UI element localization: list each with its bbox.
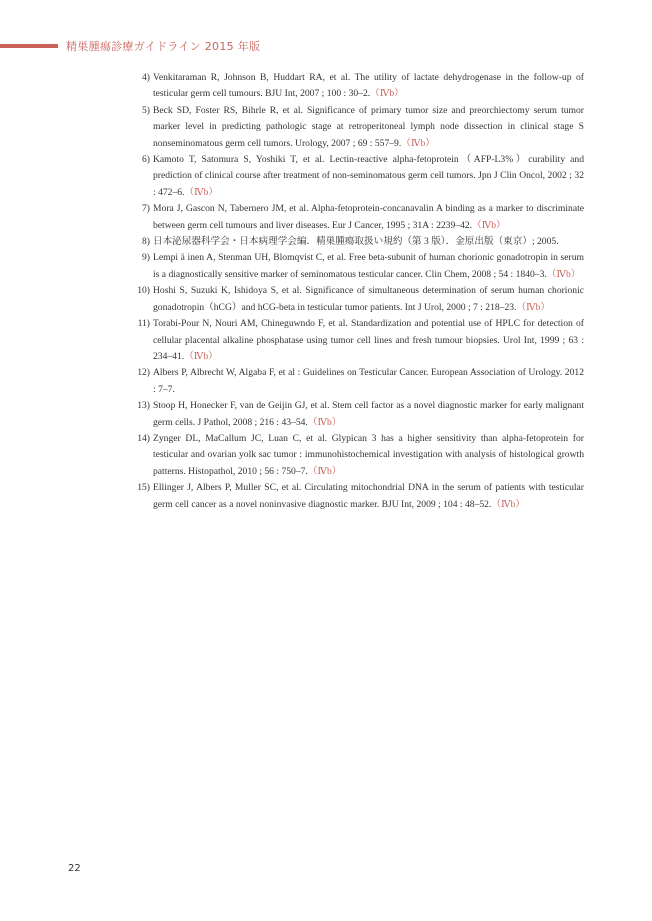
reference-text — [153, 70, 584, 103]
citation: Lempi ä inen A, Stenman UH, Blomqvist C, et al. Free beta-subunit of human chorionic gonadotropin in serum is a diagnostically sensitive marker of seminomatous testicular cancer. Clin Chem, 2008 ; 54 : 1840–3. — [153, 252, 584, 280]
evidence-level: （Ⅳb） — [184, 186, 219, 198]
reference-item — [130, 480, 584, 513]
reference-number: 11) — [137, 318, 150, 330]
reference-text — [153, 431, 584, 480]
reference-text — [153, 234, 584, 250]
citation: Hoshi S, Suzuki K, Ishidoya S, et al. Significance of simultaneous determination of serum human chorionic gonadotropin（hCG）and hCG-beta in testicular tumor patients. Int J Urol, 2000 ; 7 : 218–23. — [153, 285, 584, 313]
evidence-level: （Ⅳb） — [184, 350, 218, 362]
reference-item — [130, 234, 584, 250]
citation: Zynger DL, MaCallum JC, Luan C, et al. Glypican 3 has a higher sensitivity than alpha-fetoprotein for testicular and ovarian yolk sac tumor : immunohistochemical investigation with analysis of histological growth patterns. Histopathol, 2010 ; 56 : 750–7. — [153, 432, 584, 477]
reference-number: 4) — [142, 72, 150, 83]
citation: Torabi-Pour N, Nouri AM, Chineguwndo F, et al. Standardization and potential use of HPLC for detection of cellular placental alkaline phosphatase using tumor cell lines and fresh tumour biopsies. Urol Int, 1999 ; 63 : 234–41. — [153, 318, 584, 362]
reference-number: 7) — [142, 203, 150, 215]
reference-text — [153, 250, 584, 283]
reference-number: 13) — [137, 400, 150, 412]
evidence-level: （Ⅳb） — [401, 137, 435, 149]
reference-item — [130, 103, 584, 152]
header-accent-bar — [0, 44, 58, 48]
evidence-level: （Ⅳb） — [546, 268, 581, 280]
reference-item — [130, 250, 584, 283]
reference-text — [153, 283, 584, 316]
citation: Kamoto T, Satomura S, Yoshiki T, et al. Lectin-reactive alpha-fetoprotein（AFP-L3%）curability and prediction of clinical course after treatment of non-seminomatous germ cell tumors. Jpn J Clin Oncol, 2002 ; 32 : 472–6. — [153, 154, 584, 198]
reference-list — [130, 70, 584, 513]
citation: Venkitaraman R, Johnson B, Huddart RA, et al. The utility of lactate dehydrogenase in the follow-up of testicular germ cell tumours. BJU Int, 2007 ; 100 : 30–2. — [153, 72, 584, 100]
citation: Ellinger J, Albers P, Muller SC, et al. Circulating mitochondrial DNA in the serum of patients with testicular germ cell cancer as a novel noninvasive diagnostic marker. BJU Int, 2009 ; 104 : 48–52. — [153, 482, 584, 510]
evidence-level: （Ⅳb） — [307, 416, 342, 428]
reference-number: 5) — [142, 104, 150, 116]
reference-item — [130, 70, 584, 103]
reference-number: 10) — [137, 285, 150, 297]
evidence-level: （Ⅳb） — [370, 88, 404, 100]
citation: Stoop H, Honecker F, van de Geijin GJ, et al. Stem cell factor as a novel diagnostic marker for early malignant germ cells. J Pathol, 2008 ; 216 : 43–54. — [153, 400, 584, 428]
reference-number: 6) — [142, 154, 150, 166]
citation: 日本泌尿器科学会・日本病理学会編．精巣腫瘍取扱い規約（第 3 版）．金原出版（東京）; 2005. — [153, 236, 559, 248]
reference-item — [130, 365, 584, 398]
reference-item — [130, 201, 584, 234]
page-number: 22 — [68, 863, 81, 874]
reference-text — [153, 103, 584, 152]
evidence-level: （Ⅳb） — [307, 465, 342, 477]
evidence-level: （Ⅳb） — [491, 498, 525, 510]
reference-item — [130, 431, 584, 480]
reference-number: 9) — [142, 252, 150, 264]
reference-text — [153, 316, 584, 365]
citation: Beck SD, Foster RS, Bihrle R, et al. Significance of primary tumor size and preorchiectomy serum tumor marker level in predicting pathologic stage at retroperitoneal lymph node dissection in clinical stage S nonseminomatous germ cell tumors. Urology, 2007 ; 69 : 557–9. — [153, 104, 584, 149]
reference-number: 8) — [142, 236, 150, 248]
evidence-level: （Ⅳb） — [516, 301, 551, 313]
reference-item — [130, 152, 584, 201]
reference-number: 12) — [137, 367, 150, 379]
reference-text — [153, 480, 584, 513]
reference-item — [130, 398, 584, 431]
reference-number: 15) — [137, 482, 150, 494]
citation: Mora J, Gascon N, Tabernero JM, et al. Alpha-fetoprotein-concanavalin A binding as a marker to discriminate between germ cell tumours and liver diseases. Eur J Cancer, 1995 ; 31A : 2239–42. — [153, 203, 584, 231]
reference-item — [130, 316, 584, 365]
reference-text — [153, 398, 584, 431]
reference-text — [153, 152, 584, 201]
citation: Albers P, Albrecht W, Algaba F, et al : Guidelines on Testicular Cancer. European Association of Urology. 2012 : 7–7. — [153, 367, 584, 395]
reference-text — [153, 365, 584, 398]
reference-number: 14) — [137, 432, 150, 444]
evidence-level: （Ⅳb） — [472, 219, 506, 231]
reference-text — [153, 201, 584, 234]
running-header-title: 精巣腫瘍診療ガイドライン 2015 年版 — [66, 40, 261, 53]
reference-item — [130, 283, 584, 316]
